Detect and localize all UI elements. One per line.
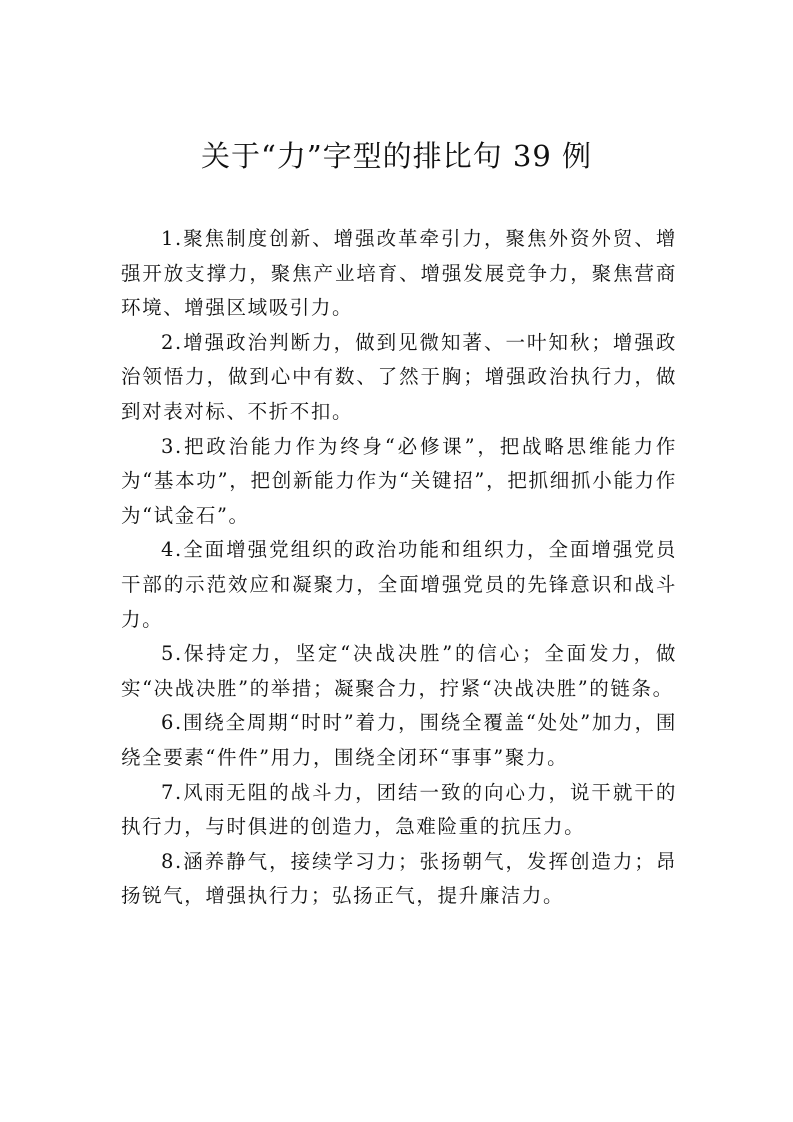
paragraph-3: 3.把政治能力作为终身“必修课”，把战略思维能力作为“基本功”，把创新能力作为“关键招”，把抓细抓小能力作为“试金石”。 <box>121 434 677 527</box>
paragraph-2: 2.增强政治判断力，做到见微知著、一叶知秋；增强政治领悟力，做到心中有数、了然于胸；增强政治执行力，做到对表对标、不折不扣。 <box>121 330 677 423</box>
paragraph-1: 1.聚焦制度创新、增强改革牵引力，聚焦外资外贸、增强开放支撑力，聚焦产业培育、增强发展竞争力，聚焦营商环境、增强区域吸引力。 <box>121 227 677 320</box>
paragraph-4: 4.全面增强党组织的政治功能和组织力，全面增强党员干部的示范效应和凝聚力，全面增强党员的先锋意识和战斗力。 <box>121 538 677 631</box>
paragraph-6: 6.围绕全周期“时时”着力，围绕全覆盖“处处”加力，围绕全要素“件件”用力，围绕全闭环“事事”聚力。 <box>121 711 677 769</box>
document-body <box>121 222 677 914</box>
paragraph-7: 7.风雨无阻的战斗力，团结一致的向心力，说干就干的执行力，与时俱进的创造力，急难险重的抗压力。 <box>121 780 677 839</box>
document-title: 关于“力”字型的排比句 39 例 <box>201 139 592 173</box>
paragraph-5: 5.保持定力，坚定“决战决胜”的信心；全面发力，做实“决战决胜”的举措；凝聚合力，拧紧“决战决胜”的链条。 <box>121 642 677 700</box>
paragraph-8: 8.涵养静气，接续学习力；张扬朝气，发挥创造力；昂扬锐气，增强执行力；弘扬正气，提升廉洁力。 <box>121 849 677 908</box>
